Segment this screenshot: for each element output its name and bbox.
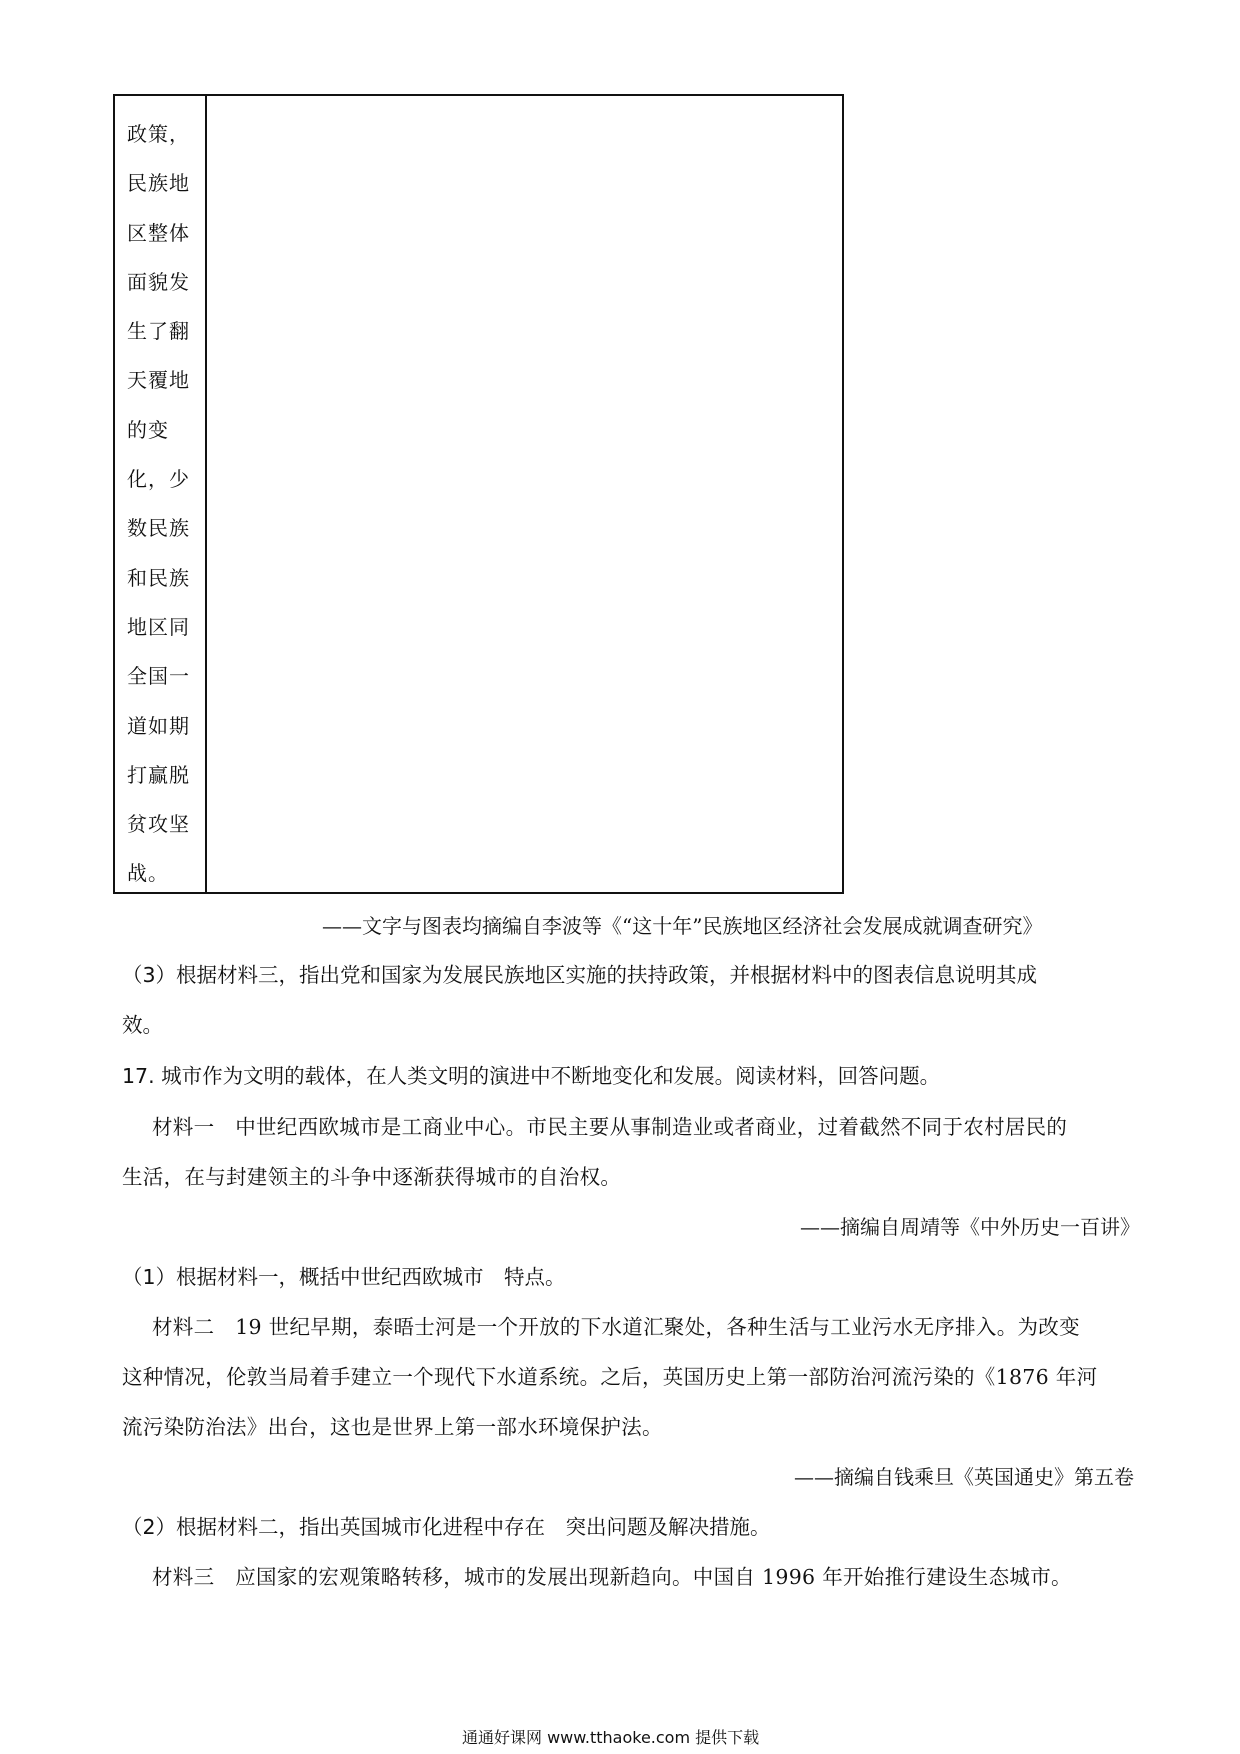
table-cell-line: 生了翻: [127, 319, 190, 344]
question-17-heading: 17. 城市作为文明的载体，在人类文明的演进中不断地变化和发展。阅读材料，回答问题。: [122, 1064, 941, 1088]
table-cell-line: 民族地: [127, 171, 190, 196]
table-cell-line: 战。: [127, 861, 169, 886]
table-cell-line: 化，少: [127, 467, 190, 492]
question-3-line-1: （3）根据材料三，指出党和国家为发展民族地区实施的扶持政策，并根据材料中的图表信息说明其成: [122, 963, 1038, 987]
table-cell-line: 和民族: [127, 565, 190, 590]
table-cell-line: 道如期: [127, 713, 190, 738]
question-3-line-2: 效。: [122, 1013, 163, 1037]
table-cell-line: 数民族: [127, 516, 190, 541]
table-cell-line: 全国一: [127, 664, 190, 689]
table-box: [113, 94, 844, 894]
table-cell-line: 区整体: [127, 220, 190, 245]
question-17-1: （1）根据材料一，概括中世纪西欧城市 特点。: [122, 1265, 566, 1289]
material-1-line-1: 材料一 中世纪西欧城市是工商业中心。市民主要从事制造业或者商业，过着截然不同于农村居民的: [152, 1115, 1068, 1139]
material-2-line-2: 这种情况，伦敦当局着手建立一个现代下水道系统。之后，英国历史上第一部防治河流污染的《1876 年河: [122, 1365, 1098, 1389]
source-note-1: ——文字与图表均摘编自李波等《“这十年”民族地区经济社会发展成就调查研究》: [322, 914, 1043, 938]
table-cell-line: 面貌发: [127, 269, 190, 294]
material-3-line-1: 材料三 应国家的宏观策略转移，城市的发展出现新趋向。中国自 1996 年开始推行建设生态城市。: [152, 1565, 1072, 1589]
source-note-2: ——摘编自周靖等《中外历史一百讲》: [800, 1215, 1140, 1239]
material-2-line-1: 材料二 19 世纪早期，泰晤士河是一个开放的下水道汇聚处，各种生活与工业污水无序排入。为改变: [152, 1315, 1080, 1339]
table-cell-line: 的变: [127, 417, 169, 442]
table-cell-line: 地区同: [127, 614, 190, 639]
table-cell-line: 打赢脱: [127, 762, 190, 787]
table-left-cell: [127, 110, 199, 899]
table-cell-line: 政策，: [127, 122, 190, 146]
page-footer: 通通好课网 www.tthaoke.com 提供下载: [462, 1728, 760, 1747]
table-cell-line: 天覆地: [127, 368, 190, 393]
material-1-line-2: 生活，在与封建领主的斗争中逐渐获得城市的自治权。: [122, 1165, 622, 1189]
material-2-line-3: 流污染防治法》出台，这也是世界上第一部水环境保护法。: [122, 1415, 663, 1439]
table-divider: [205, 96, 207, 892]
table-cell-line: 贫攻坚: [127, 812, 190, 837]
source-note-3: ——摘编自钱乘旦《英国通史》第五卷: [794, 1465, 1134, 1489]
question-17-2: （2）根据材料二，指出英国城市化进程中存在 突出问题及解决措施。: [122, 1515, 771, 1539]
